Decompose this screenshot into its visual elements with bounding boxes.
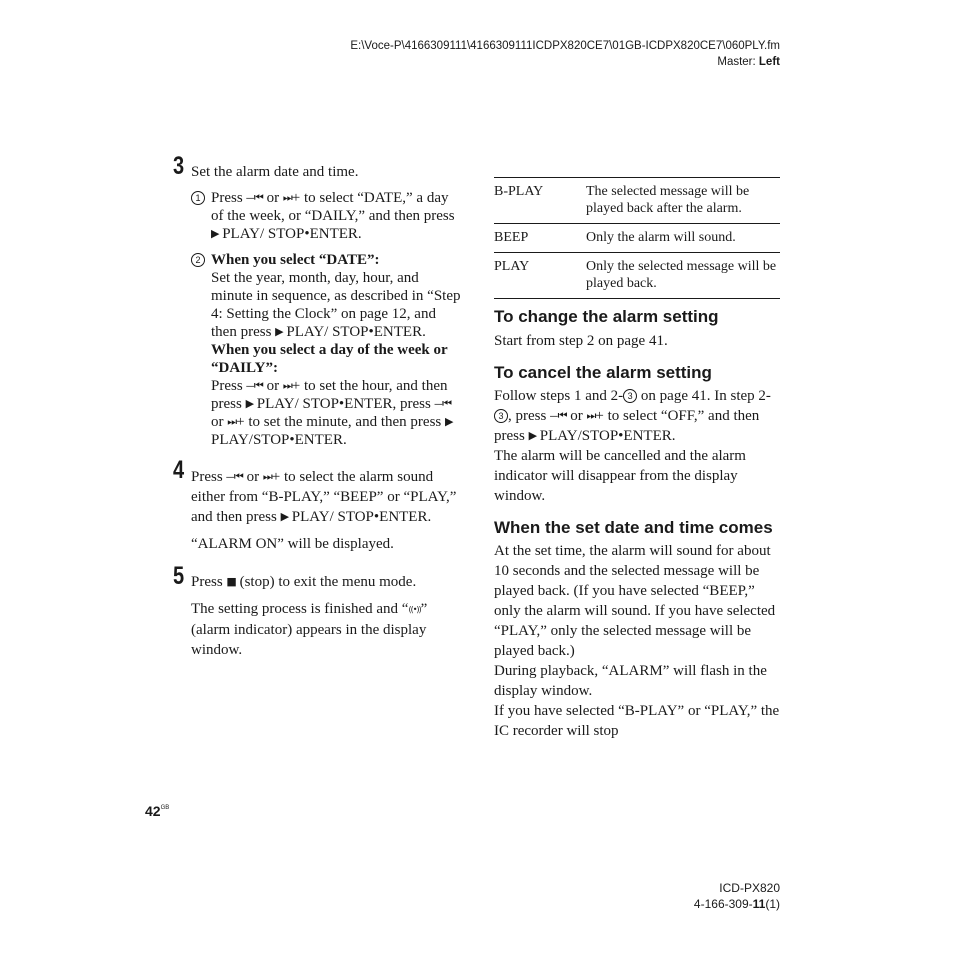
next-icon: ⏭ <box>282 379 292 392</box>
step-5 <box>173 562 463 660</box>
page-number: $42^{GB}$ <box>145 803 170 819</box>
next-icon: ⏭ <box>586 409 596 422</box>
previous-icon: ⏮ <box>253 191 263 204</box>
model-number: ICD-PX820 <box>719 881 780 895</box>
right-column <box>494 177 780 741</box>
step-4 <box>173 456 463 553</box>
step-text: Set the alarm date and time. <box>191 164 359 180</box>
circled-number: 2 <box>191 253 205 267</box>
section-text: During playback, “ALARM” will flash in the display window. <box>494 663 767 699</box>
play-icon: ▶ <box>445 415 453 428</box>
table-row <box>494 223 780 252</box>
next-icon: ⏭ <box>282 191 292 204</box>
step-note: The setting process is finished and “((•))” (alarm indicator) appears in the display window. <box>191 601 428 658</box>
section-heading: When the set date and time comes <box>494 518 773 537</box>
table-value: The selected message will be played back after the alarm. <box>586 184 750 216</box>
table-row <box>494 252 780 298</box>
previous-icon: ⏮ <box>253 379 263 392</box>
stop-icon: ■ <box>226 575 236 588</box>
section-text: Follow steps 1 and 2- 3 on page 41. In step 2-3 , press –⏮ or ⏭+ to select “OFF,” and then press ▶ PLAY/STOP•ENTER. <box>494 388 771 444</box>
file-path: E:\Voce-P\4166309111\4166309111ICDPX820CE7\01GB-ICDPX820CE7\060PLY.fm <box>350 40 780 52</box>
section-heading: To change the alarm setting <box>494 307 719 326</box>
step-number: 3 <box>173 152 185 180</box>
next-icon: ⏭ <box>227 415 237 428</box>
substep-heading: When you select a day of the week or “DAILY”: <box>211 342 448 376</box>
circled-number: 1 <box>191 191 205 205</box>
table-key: B-PLAY <box>494 184 544 199</box>
step-text: Press ■ (stop) to exit the menu mode. <box>191 574 417 590</box>
section-text: The alarm will be cancelled and the alarm indicator will disappear from the display window. <box>494 448 746 504</box>
play-icon: ▶ <box>275 325 283 338</box>
section-heading: To cancel the alarm setting <box>494 363 712 382</box>
left-column <box>173 152 463 660</box>
section-text: Start from step 2 on page 41. <box>494 333 668 349</box>
footer-code <box>694 880 780 912</box>
previous-icon: ⏮ <box>233 470 243 483</box>
table-row <box>494 178 780 223</box>
circled-number: 3 <box>494 409 508 423</box>
previous-icon: ⏮ <box>557 409 567 422</box>
master-label: Master: Left <box>717 56 780 68</box>
step-note: “ALARM ON” will be displayed. <box>191 536 394 552</box>
step-number: 4 <box>173 456 185 484</box>
substep-text: Press –⏮ or ⏭+ to select “DATE,” a day of the week, or “DAILY,” and then press ▶ PLAY/ STOP•ENTER. <box>211 190 455 242</box>
step-text: Press –⏮ or ⏭+ to select the alarm sound either from “B-PLAY,” “BEEP” or “PLAY,” and then press ▶ PLAY/ STOP•ENTER. <box>191 469 457 525</box>
alarm-indicator-icon: ((•)) <box>408 605 421 614</box>
section-text: At the set time, the alarm will sound for about 10 seconds and the selected message will be played back. (If you have selected “BEEP,” only the alarm will sound. If you have selected “PLAY,” only the selected message will be played back.) <box>494 543 776 659</box>
substep-text: Press –⏮ or ⏭+ to set the hour, and then press ▶ PLAY/ STOP•ENTER, press –⏮ or ⏭+ to set the minute, and then press ▶ PLAY/STOP•ENTER. <box>211 378 453 448</box>
running-header <box>350 38 780 70</box>
substep-text: Set the year, month, day, hour, and minute in sequence, as described in “Step 4: Setting the Clock” on page 12, and then press ▶ PLAY/ STOP•ENTER. <box>211 270 461 340</box>
play-icon: ▶ <box>245 397 254 410</box>
substep-1 <box>191 189 463 243</box>
part-number: 4-166-309-11(1) <box>693 897 780 911</box>
previous-icon: ⏮ <box>442 397 451 410</box>
play-icon: ▶ <box>280 510 289 523</box>
table-key: BEEP <box>494 230 529 245</box>
table-value: Only the selected message will be played back. <box>586 259 777 291</box>
next-icon: ⏭ <box>262 470 272 483</box>
alarm-sound-table <box>494 177 780 299</box>
step-number: 5 <box>173 562 185 590</box>
circled-number: 3 <box>623 389 637 403</box>
section-text: If you have selected “B-PLAY” or “PLAY,” the IC recorder will stop <box>494 703 780 739</box>
substep-heading: When you select “DATE”: <box>211 252 380 268</box>
play-icon: ▶ <box>528 429 537 442</box>
substep-2 <box>191 251 463 449</box>
play-icon: ▶ <box>211 227 219 240</box>
table-key: PLAY <box>494 259 530 274</box>
table-value: Only the alarm will sound. <box>586 230 736 245</box>
step-3 <box>173 152 463 449</box>
